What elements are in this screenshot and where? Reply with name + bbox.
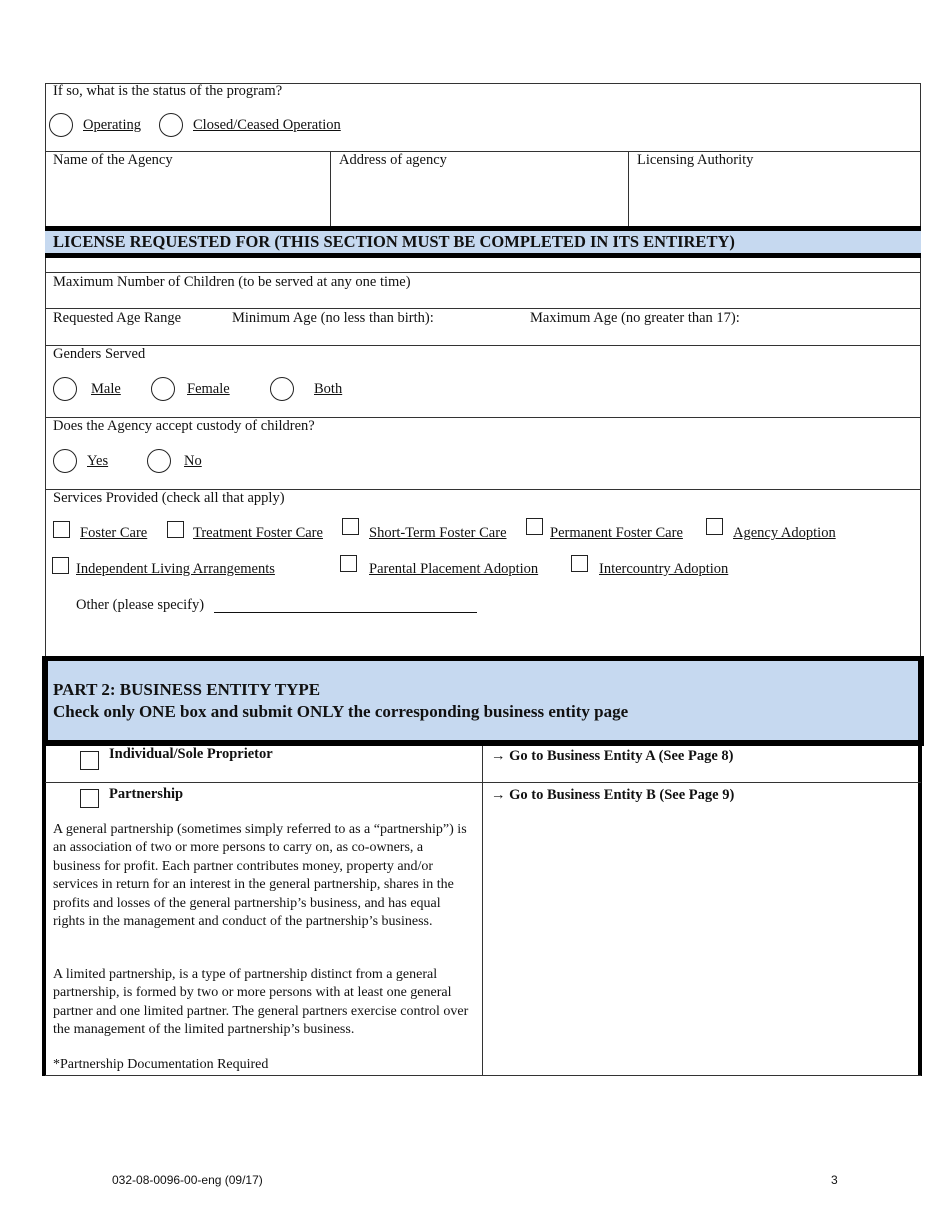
program-status-question: If so, what is the status of the program?	[53, 83, 283, 99]
custody-no-label: No	[184, 453, 202, 469]
partnership-limited-paragraph: A limited partnership, is a type of partnership distinct from a general partnership, is formed by two or more persons with at least one general partner and one limited partner. The general partners exercise control over the management of the limited partnership’s business.	[53, 967, 469, 1038]
short-term-foster-care-label: Short-Term Foster Care	[369, 525, 507, 541]
min-age-label: Minimum Age (no less than birth):	[232, 310, 434, 326]
parental-placement-checkbox[interactable]	[340, 555, 357, 572]
male-radio[interactable]	[53, 377, 77, 401]
form-number: 032-08-0096-00-eng (09/17)	[112, 1173, 263, 1187]
rule	[45, 782, 921, 783]
custody-question: Does the Agency accept custody of children?	[53, 418, 315, 434]
both-label: Both	[314, 381, 343, 397]
part2-title: PART 2: BUSINESS ENTITY TYPE	[53, 680, 321, 699]
rule	[45, 83, 46, 227]
license-header: LICENSE REQUESTED FOR (THIS SECTION MUST BE COMPLETED IN ITS ENTIRETY)	[53, 232, 735, 251]
female-label: Female	[187, 381, 230, 397]
agency-address-label: Address of agency	[339, 152, 447, 168]
max-age-label: Maximum Age (no greater than 17):	[530, 310, 740, 326]
age-range-label: Requested Age Range	[53, 310, 182, 326]
partnership-note: *Partnership Documentation Required	[53, 1057, 269, 1072]
page-number: 3	[831, 1173, 838, 1187]
header-bar	[45, 253, 921, 258]
rule	[45, 345, 921, 346]
rule	[45, 308, 921, 309]
custody-yes-label: Yes	[87, 453, 109, 469]
rule	[330, 151, 331, 227]
partnership-general-paragraph: A general partnership (sometimes simply referred to as a “partnership”) is an association of two or more persons to carry on, as co-owners, a business for profit. Each partner contributes money, property and/or services in return for an interest in the general partnership, shares in the profits and losses of the general partnership’s business, and has equal rights in the management and conduct of the partnership’s business.	[53, 822, 467, 930]
female-radio[interactable]	[151, 377, 175, 401]
treatment-foster-care-checkbox[interactable]	[167, 521, 184, 538]
agency-adoption-label: Agency Adoption	[733, 525, 836, 541]
parental-placement-label: Parental Placement Adoption	[369, 561, 539, 577]
rule	[920, 83, 921, 227]
short-term-foster-care-checkbox[interactable]	[342, 518, 359, 535]
closed-radio[interactable]	[159, 113, 183, 137]
individual-label: Individual/Sole Proprietor	[109, 746, 273, 762]
licensing-authority-label: Licensing Authority	[637, 152, 754, 168]
closed-label: Closed/Ceased Operation	[193, 117, 341, 133]
foster-care-label: Foster Care	[80, 525, 148, 541]
max-children-label: Maximum Number of Children (to be served at any one time)	[53, 274, 411, 290]
rule	[45, 1075, 921, 1076]
partnership-goto: → Go to Business Entity B (See Page 9)	[491, 787, 735, 803]
rule	[628, 151, 629, 227]
part2-band	[48, 661, 918, 740]
other-label: Other (please specify)	[76, 597, 205, 613]
treatment-foster-care-label: Treatment Foster Care	[193, 525, 323, 541]
custody-no-radio[interactable]	[147, 449, 171, 473]
intercountry-adoption-label: Intercountry Adoption	[599, 561, 729, 577]
rule	[45, 151, 921, 152]
rule	[482, 746, 483, 1076]
services-label: Services Provided (check all that apply)	[53, 490, 285, 506]
individual-goto: → Go to Business Entity A (See Page 8)	[491, 748, 734, 764]
partnership-checkbox[interactable]	[80, 789, 99, 808]
permanent-foster-care-checkbox[interactable]	[526, 518, 543, 535]
independent-living-label: Independent Living Arrangements	[76, 561, 275, 577]
operating-radio[interactable]	[49, 113, 73, 137]
foster-care-checkbox[interactable]	[53, 521, 70, 538]
both-radio[interactable]	[270, 377, 294, 401]
other-input[interactable]	[214, 612, 477, 613]
genders-label: Genders Served	[53, 346, 146, 362]
custody-yes-radio[interactable]	[53, 449, 77, 473]
independent-living-checkbox[interactable]	[52, 557, 69, 574]
individual-checkbox[interactable]	[80, 751, 99, 770]
intercountry-adoption-checkbox[interactable]	[571, 555, 588, 572]
rule	[42, 746, 46, 1076]
rule	[920, 258, 921, 656]
partnership-label: Partnership	[109, 786, 184, 802]
rule	[45, 258, 46, 656]
part2-subtitle: Check only ONE box and submit ONLY the corresponding business entity page	[53, 702, 629, 721]
male-label: Male	[91, 381, 121, 397]
agency-name-label: Name of the Agency	[53, 152, 173, 168]
operating-label: Operating	[83, 117, 141, 133]
agency-adoption-checkbox[interactable]	[706, 518, 723, 535]
rule	[45, 272, 921, 273]
permanent-foster-care-label: Permanent Foster Care	[550, 525, 683, 541]
rule	[918, 746, 922, 1076]
